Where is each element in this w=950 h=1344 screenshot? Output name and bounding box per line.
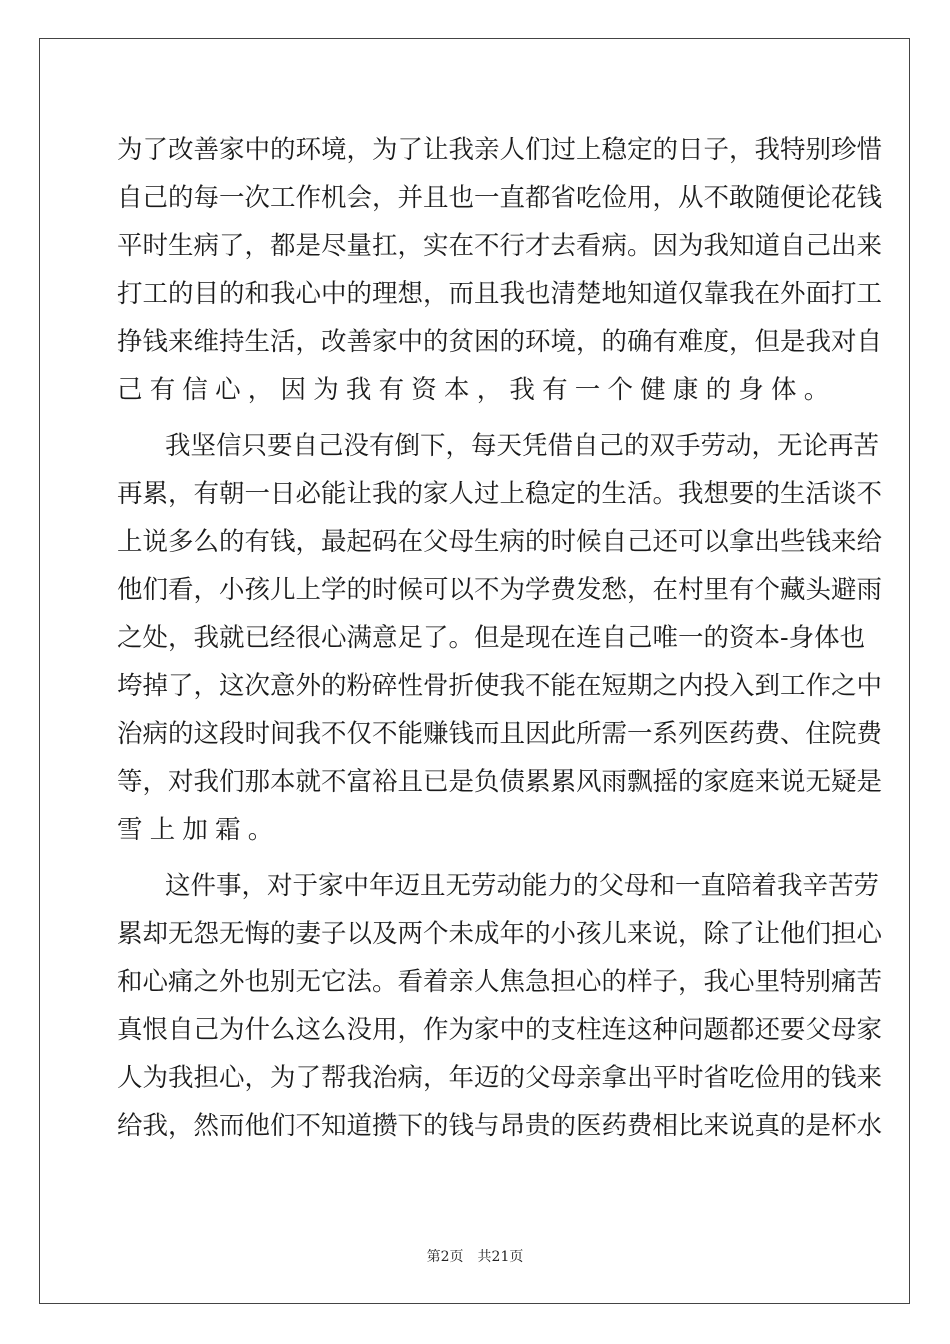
text-line: 平时生病了，都是尽量扛，实在不行才去看病。因为我知道自己出来 — [117, 231, 883, 261]
text-line: 人为我担心，为了帮我治病，年迈的父母亲拿出平时省吃俭用的钱来 — [117, 1063, 883, 1093]
text-line: 我坚信只要自己没有倒下，每天凭借自己的双手劳动，无论再苦 — [165, 431, 880, 461]
page-number: 第2页 — [426, 1249, 464, 1265]
text-line: 再累，有朝一日必能让我的家人过上稳定的生活。我想要的生活谈不 — [117, 479, 883, 509]
page-footer — [0, 1246, 950, 1266]
text-line: 真恨自己为什么这么没用，作为家中的支柱连这种问题都还要父母家 — [117, 1015, 883, 1045]
text-line: 等，对我们那本就不富裕且已是负债累累风雨飘摇的家庭来说无疑是 — [117, 767, 883, 797]
text-line: 累却无怨无悔的妻子以及两个未成年的小孩儿来说，除了让他们担心 — [117, 919, 883, 949]
text-line: 自己的每一次工作机会，并且也一直都省吃俭用，从不敢随便论花钱 — [117, 183, 883, 213]
text-line: 和心痛之外也别无它法。看着亲人焦急担心的样子，我心里特别痛苦 — [117, 967, 883, 997]
text-line: 上说多么的有钱，最起码在父母生病的时候自己还可以拿出些钱来给 — [117, 527, 883, 557]
text-line: 为了改善家中的环境，为了让我亲人们过上稳定的日子，我特别珍惜 — [117, 135, 883, 165]
text-line: 给我，然而他们不知道攒下的钱与昂贵的医药费相比来说真的是杯水 — [117, 1111, 883, 1141]
text-line: 之处，我就已经很心满意足了。但是现在连自己唯一的资本-身体也 — [117, 623, 866, 653]
text-line: 这件事，对于家中年迈且无劳动能力的父母和一直陪着我辛苦劳 — [165, 871, 880, 901]
text-line: 治病的这段时间我不仅不能赚钱而且因此所需一系列医药费、住院费 — [117, 719, 883, 749]
text-line: 他们看，小孩儿上学的时候可以不为学费发愁，在村里有个藏头避雨 — [117, 575, 883, 605]
text-line: 挣钱来维持生活，改善家中的贫困的环境，的确有难度，但是我对自 — [117, 327, 883, 357]
text-line: 己有信心，因为我有资本，我有一个健康的身体。 — [117, 375, 837, 405]
text-line: 垮掉了，这次意外的粉碎性骨折使我不能在短期之内投入到工作之中 — [117, 671, 883, 701]
page-total: 共21页 — [477, 1249, 524, 1265]
text-line: 打工的目的和我心中的理想，而且我也清楚地知道仅靠我在外面打工 — [117, 279, 883, 309]
text-line: 雪上加霜。 — [117, 815, 281, 845]
